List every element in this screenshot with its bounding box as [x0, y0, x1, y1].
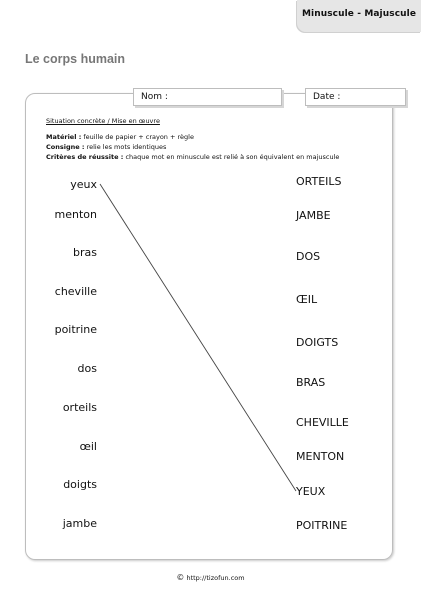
- lowercase-word[interactable]: yeux: [70, 178, 97, 191]
- uppercase-word[interactable]: CHEVILLE: [296, 416, 349, 429]
- worksheet-category-label: Minuscule - Majuscule: [301, 9, 417, 19]
- uppercase-word[interactable]: MENTON: [296, 450, 345, 463]
- criteres-label: Critères de réussite :: [46, 153, 124, 161]
- date-field-label: Date :: [313, 92, 341, 102]
- uppercase-word[interactable]: DOIGTS: [296, 336, 339, 349]
- uppercase-word[interactable]: BRAS: [296, 376, 326, 389]
- lowercase-word[interactable]: dos: [77, 362, 97, 375]
- uppercase-word[interactable]: DOS: [296, 250, 321, 263]
- lowercase-word[interactable]: doigts: [63, 478, 97, 491]
- lowercase-word[interactable]: cheville: [54, 285, 97, 298]
- lowercase-word[interactable]: orteils: [62, 401, 97, 414]
- uppercase-word[interactable]: ORTEILS: [296, 175, 342, 188]
- materiel-label: Matériel :: [46, 133, 82, 141]
- uppercase-word[interactable]: YEUX: [296, 485, 326, 498]
- lowercase-word[interactable]: poitrine: [54, 323, 97, 336]
- worksheet-title: Le corps humain: [25, 52, 126, 66]
- uppercase-word[interactable]: ŒIL: [296, 293, 318, 306]
- copyright-symbol: ©: [176, 573, 185, 582]
- example-connecting-line: [100, 184, 296, 491]
- lowercase-word[interactable]: œil: [79, 440, 97, 453]
- uppercase-word[interactable]: JAMBE: [296, 209, 331, 222]
- lowercase-word[interactable]: menton: [54, 208, 97, 221]
- situation-heading: Situation concrète / Mise en œuvre: [46, 117, 160, 125]
- footer: [0, 573, 421, 582]
- footer-url[interactable]: http://tizofun.com: [184, 574, 245, 582]
- lowercase-word[interactable]: jambe: [62, 517, 97, 530]
- lowercase-word[interactable]: bras: [73, 246, 97, 259]
- name-field-label: Nom :: [141, 92, 168, 102]
- uppercase-word[interactable]: POITRINE: [296, 519, 348, 532]
- consigne-label: Consigne :: [46, 143, 85, 151]
- materiel-text: feuille de papier + crayon + règle: [81, 133, 194, 141]
- consigne-text: relie les mots identiques: [84, 143, 167, 151]
- criteres-text: chaque mot en minuscule est relié à son équivalent en majuscule: [123, 153, 340, 161]
